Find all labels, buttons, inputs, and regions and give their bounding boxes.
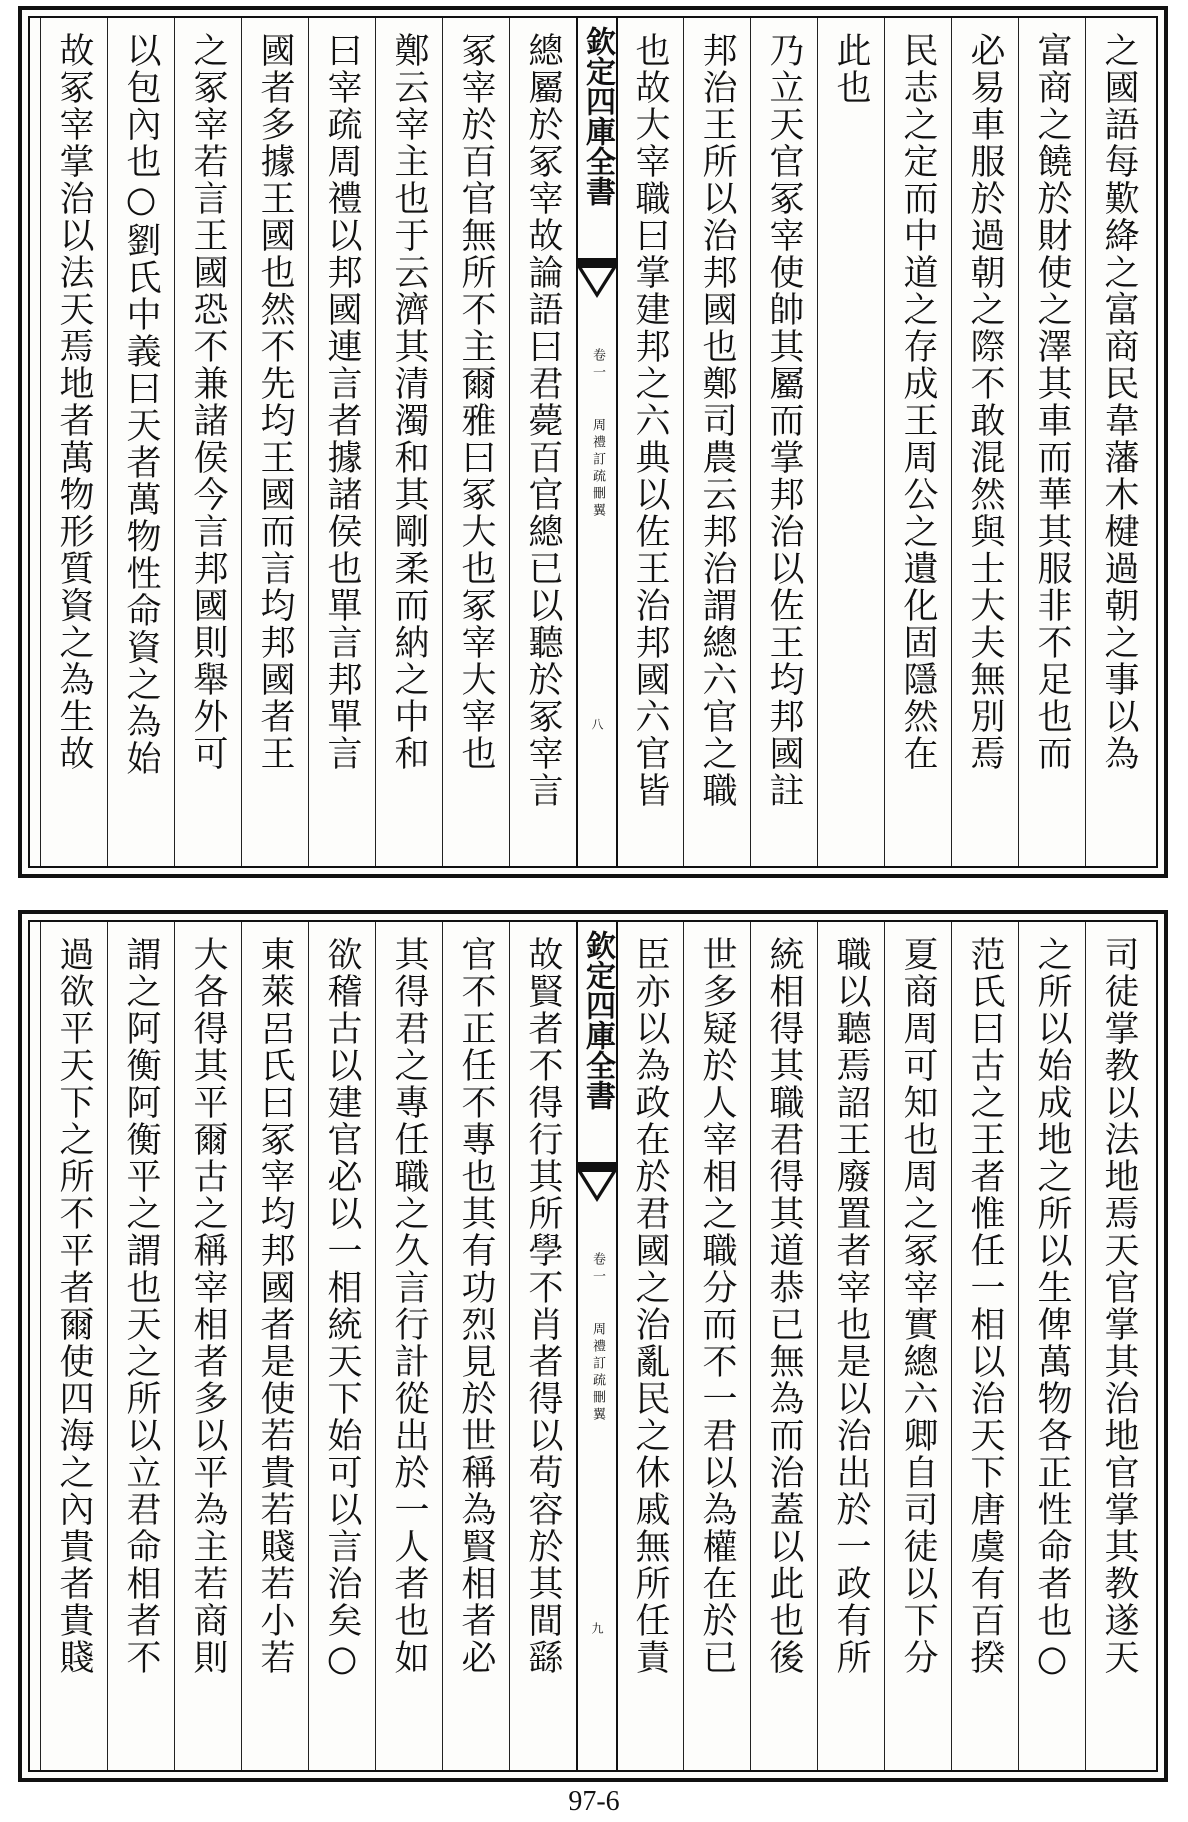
bottom-center-title: 欽定四庫全書 bbox=[580, 930, 615, 1110]
bottom-column-1: 司徒掌教以法地焉天官掌其治地官掌其教遂天 bbox=[1085, 922, 1152, 1770]
top-column-1: 之國語每歎絳之富商民韋藩木楗過朝之事以為 bbox=[1085, 18, 1152, 866]
bottom-center-juan: 卷一 bbox=[590, 1252, 605, 1286]
bottom-page-frame bbox=[28, 920, 1158, 1772]
top-column-16: 故冢宰掌治以法天焉地者萬物形質資之為生故 bbox=[40, 18, 107, 866]
bottom-center-folio: 九 bbox=[590, 1622, 604, 1634]
top-column-5: 此也 bbox=[817, 18, 884, 866]
top-column-4: 民志之定而中道之存成王周公之遺化固隱然在 bbox=[884, 18, 951, 866]
top-column-10: 冢宰於百官無所不主爾雅曰冢大也冢宰大宰也 bbox=[442, 18, 509, 866]
bottom-column-6: 統相得其職君得其道恭已無為而治蓋以此也後 bbox=[750, 922, 817, 1770]
top-column-3: 必易車服於過朝之際不敢混然與士大夫無別焉 bbox=[951, 18, 1018, 866]
top-center-juan: 卷一 bbox=[590, 348, 605, 382]
top-column-12: 曰宰疏周禮以邦國連言者據諸侯也單言邦單言 bbox=[308, 18, 375, 866]
page-number: 97-6 bbox=[568, 1786, 620, 1817]
top-column-7: 邦治王所以治邦國也鄭司農云邦治謂總六官之職 bbox=[683, 18, 750, 866]
top-column-6: 乃立天官冢宰使帥其屬而掌邦治以佐王均邦國註 bbox=[750, 18, 817, 866]
bottom-column-7: 世多疑於人宰相之職分而不一君以為權在於已 bbox=[683, 922, 750, 1770]
top-page bbox=[18, 6, 1168, 878]
top-column-8: 也故大宰職曰掌建邦之六典以佐王治邦國六官皆 bbox=[616, 18, 683, 866]
top-page-frame bbox=[28, 16, 1158, 868]
top-column-15: 以包內也○劉氏中義曰天者萬物性命資之為始 bbox=[107, 18, 174, 866]
top-center-folio: 八 bbox=[590, 718, 604, 730]
top-column-14: 之冢宰若言王國恐不兼諸侯今言邦國則舉外可 bbox=[174, 18, 241, 866]
bottom-column-11: 其得君之專任職之久言行計從出於一人者也如 bbox=[375, 922, 442, 1770]
bottom-column-4: 夏商周可知也周之冢宰實總六卿自司徒以下分 bbox=[884, 922, 951, 1770]
bottom-fish-tail-icon bbox=[578, 1162, 616, 1242]
bottom-column-5: 職以聽焉詔王廢置者宰也是以治出於一政有所 bbox=[817, 922, 884, 1770]
bottom-column-13: 東萊呂氏曰冢宰均邦國者是使若貴若賤若小若 bbox=[241, 922, 308, 1770]
bottom-column-16: 過欲平天下之所不平者爾使四海之內貴者貴賤 bbox=[40, 922, 107, 1770]
bottom-column-15: 謂之阿衡阿衡平之謂也天之所以立君命相者不 bbox=[107, 922, 174, 1770]
bottom-column-2: 之所以始成地之所以生俾萬物各正性命者也○ bbox=[1018, 922, 1085, 1770]
bottom-center-subtitle: 周禮訂疏刪翼 bbox=[590, 1322, 605, 1424]
top-fish-tail-icon bbox=[578, 258, 616, 338]
top-column-9: 總屬於冢宰故論語曰君薨百官總已以聽於冢宰言 bbox=[509, 18, 576, 866]
top-column-2: 富商之饒於財使之澤其車而華其服非不足也而 bbox=[1018, 18, 1085, 866]
top-column-11: 鄭云宰主也于云濟其清濁和其剛柔而納之中和 bbox=[375, 18, 442, 866]
bottom-column-8: 臣亦以為政在於君國之治亂民之休戚無所任責 bbox=[616, 922, 683, 1770]
bottom-page bbox=[18, 910, 1168, 1782]
bottom-column-14: 大各得其平爾古之稱宰相者多以平為主若商則 bbox=[174, 922, 241, 1770]
bottom-column-3: 范氏曰古之王者惟任一相以治天下唐虞有百揆 bbox=[951, 922, 1018, 1770]
bottom-column-9: 故賢者不得行其所學不肖者得以苟容於其間繇 bbox=[509, 922, 576, 1770]
top-column-13: 國者多據王國也然不先均王國而言均邦國者王 bbox=[241, 18, 308, 866]
top-center-title: 欽定四庫全書 bbox=[580, 26, 615, 206]
top-center-fold bbox=[576, 18, 618, 866]
bottom-center-fold bbox=[576, 922, 618, 1770]
bottom-column-12: 欲稽古以建官必以一相統天下始可以言治矣○ bbox=[308, 922, 375, 1770]
bottom-column-10: 官不正任不專也其有功烈見於世稱為賢相者必 bbox=[442, 922, 509, 1770]
top-center-subtitle: 周禮訂疏刪翼 bbox=[590, 418, 605, 520]
